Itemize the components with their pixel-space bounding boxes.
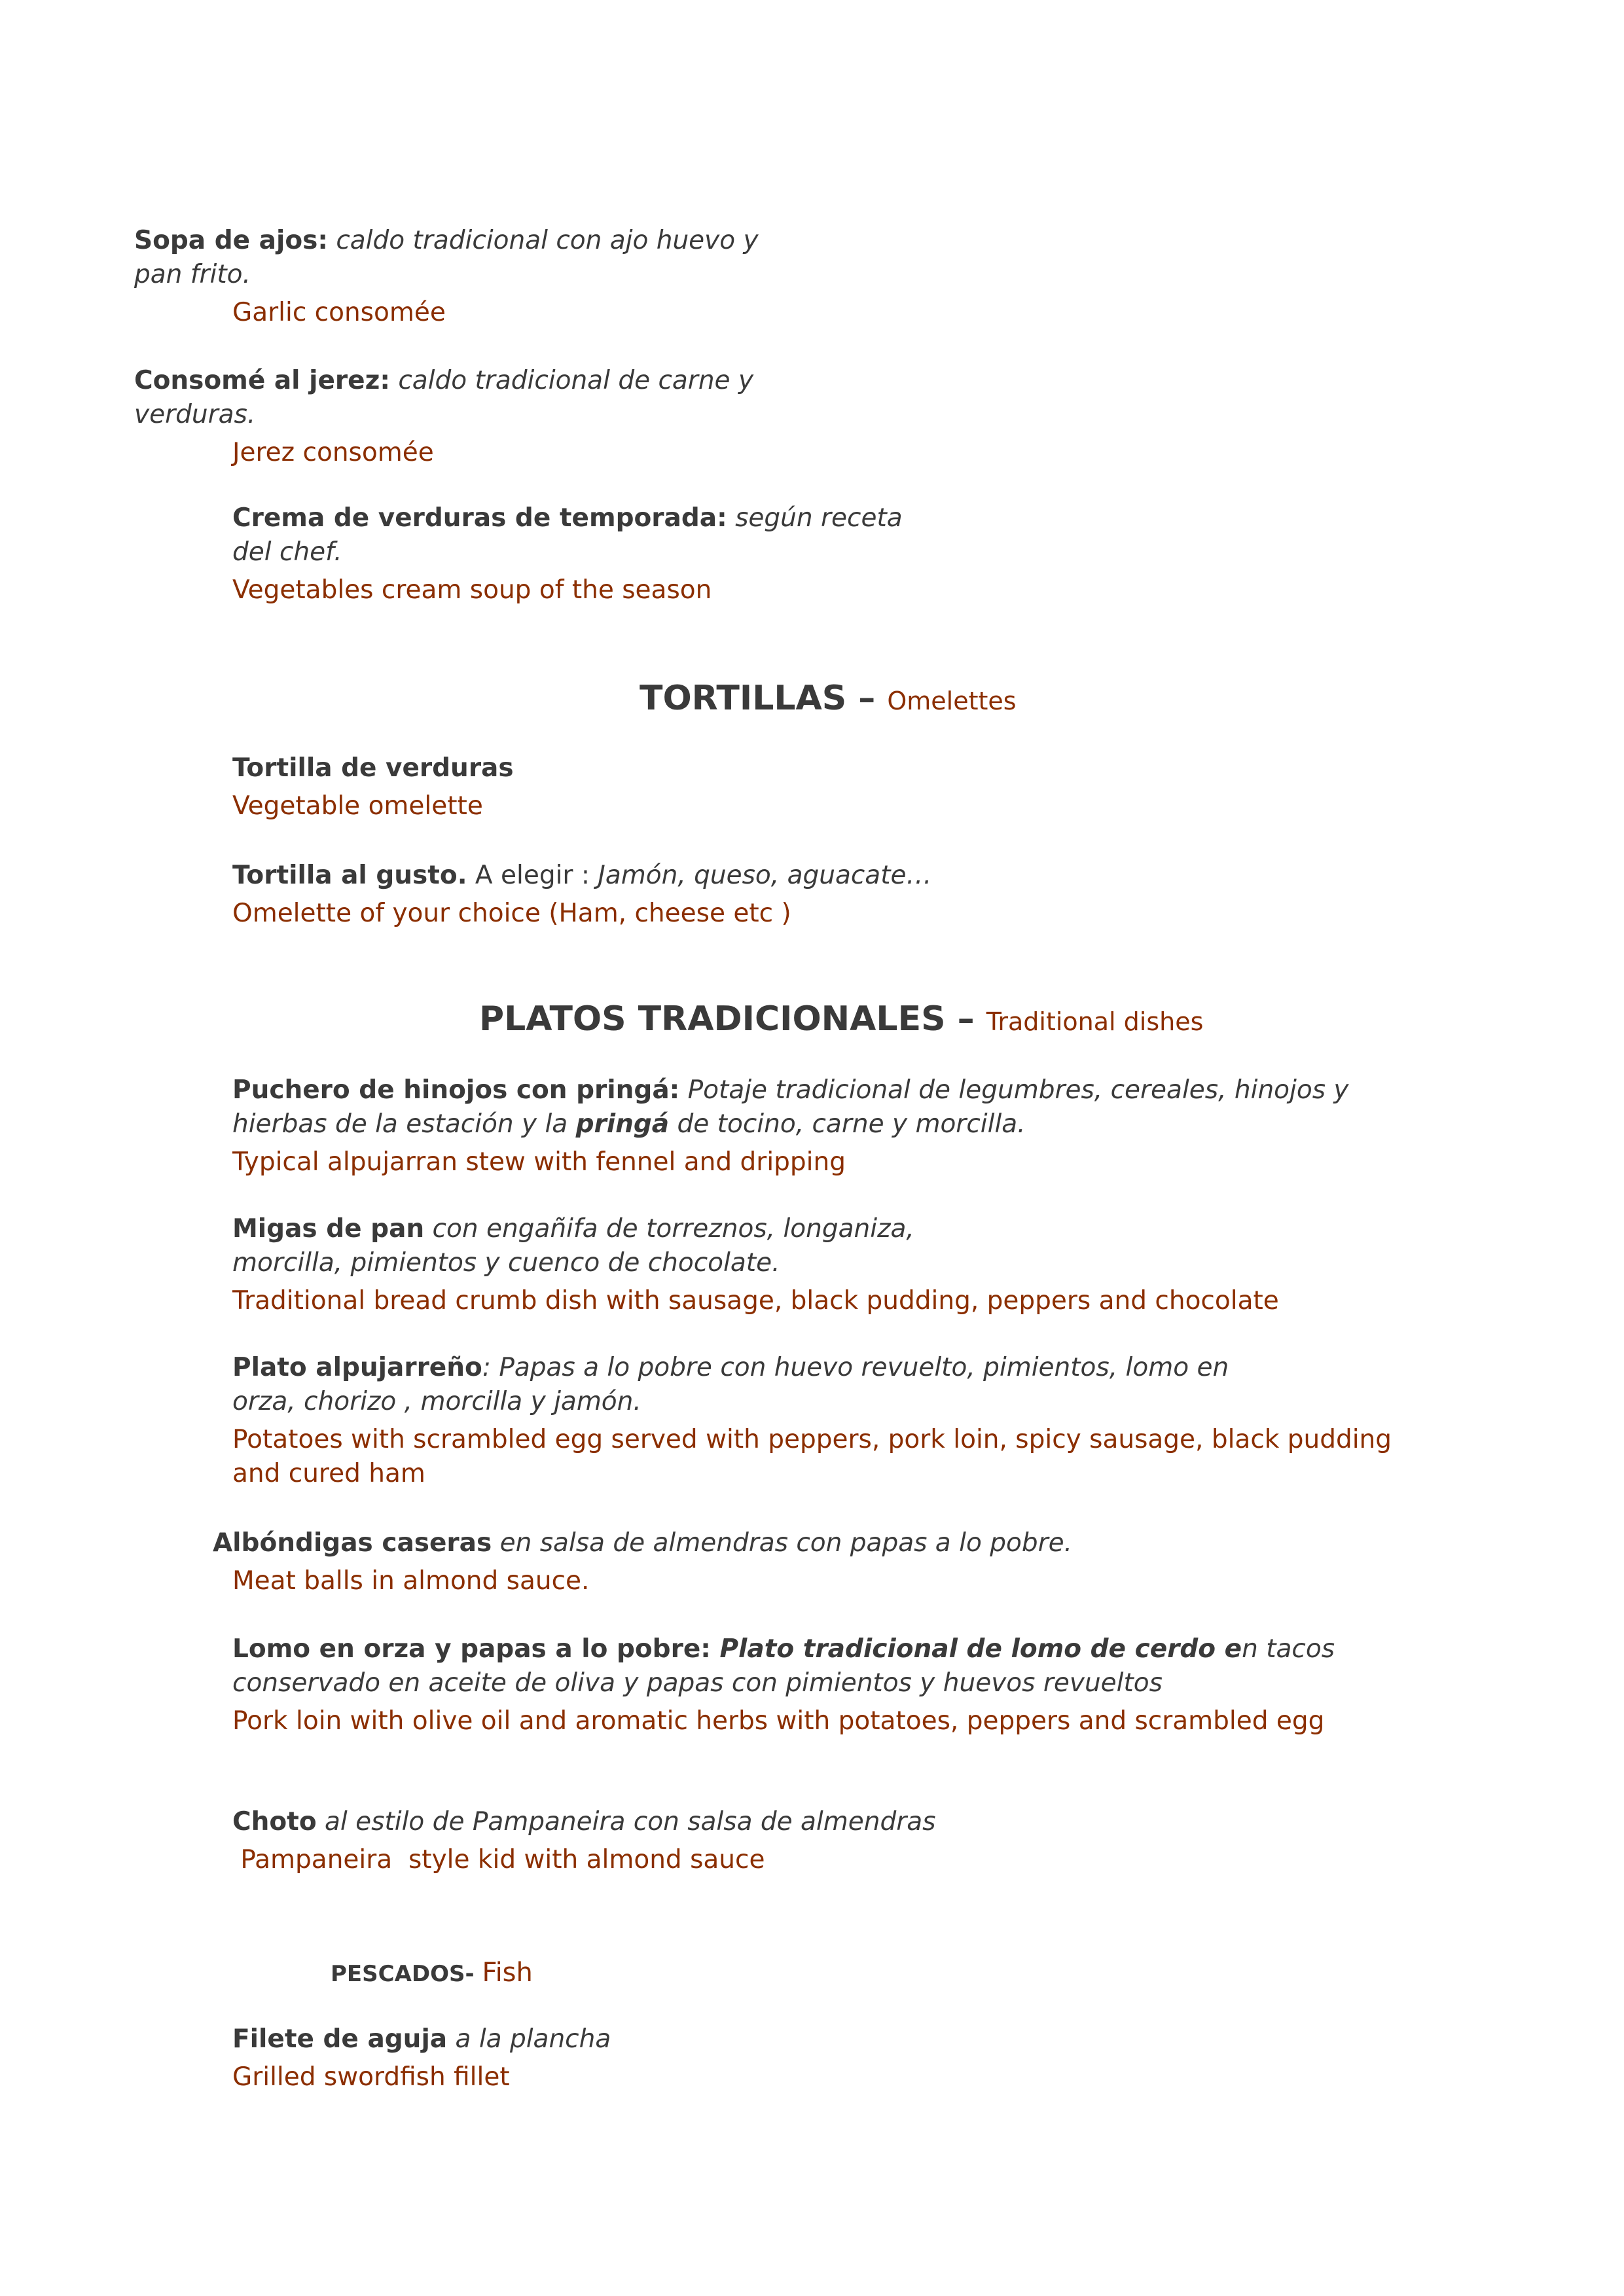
dish-name: Lomo en orza y papas a lo pobre:: [232, 1634, 711, 1664]
dish-description: : Papas a lo pobre con huevo revuelto, pimientos, lomo en: [482, 1353, 1229, 1382]
dish-english: Jerez consomée: [232, 438, 434, 467]
dish-name: Puchero de hinojos con pringá:: [232, 1075, 680, 1105]
dish-english: Omelette of your choice (Ham, cheese etc ): [232, 899, 791, 928]
dish-description: Potaje tradicional de legumbres, cereales, hinojos y: [679, 1075, 1349, 1105]
menu-item-lomo-en-orza: [232, 1632, 1335, 1738]
dish-english: Vegetables cream soup of the season: [232, 575, 712, 605]
dish-description: hierbas de la estación y la: [232, 1109, 576, 1139]
menu-item-choto: [232, 1805, 935, 1877]
section-heading-tortillas: [640, 675, 1017, 724]
dish-english: Meat balls in almond sauce.: [232, 1566, 590, 1596]
heading-english: Traditional dishes: [986, 1007, 1204, 1036]
dish-description: caldo tradicional con ajo huevo y: [327, 226, 759, 255]
dish-name: Consomé al jerez:: [134, 366, 390, 395]
menu-item-albondigas: [213, 1526, 1072, 1598]
dish-description: al estilo de Pampaneira con salsa de almendras: [316, 1807, 936, 1837]
heading-english: Fish: [482, 1958, 533, 1988]
dish-name: Filete de aguja: [232, 2024, 448, 2054]
menu-item-tortilla-al-gusto: [232, 859, 931, 931]
heading-english: Omelettes: [887, 687, 1017, 715]
dish-english: Potatoes with scrambled egg served with peppers, pork loin, spicy sausage, black pudding: [232, 1425, 1392, 1454]
dish-description: de tocino, carne y morcilla.: [669, 1109, 1026, 1139]
dish-name: Crema de verduras de temporada:: [232, 503, 727, 533]
dish-name: Choto: [232, 1807, 317, 1837]
dish-description-emphasis: Plato tradicional de lomo de cerdo e: [710, 1634, 1242, 1664]
menu-item-sopa-de-ajos: [134, 224, 759, 330]
dish-description: orza, chorizo , morcilla y jamón.: [232, 1387, 641, 1416]
dish-english: Pampaneira style kid with almond sauce: [232, 1845, 765, 1874]
dish-description: morcilla, pimientos y cuenco de chocolate.: [232, 1248, 780, 1278]
dish-description: Jamón, queso, aguacate…: [598, 861, 932, 890]
dish-english: Traditional bread crumb dish with sausage, black pudding, peppers and chocolate: [232, 1286, 1279, 1316]
dish-english: Pork loin with olive oil and aromatic herbs with potatoes, peppers and scrambled egg: [232, 1706, 1325, 1736]
menu-item-tortilla-de-verduras: [232, 751, 514, 823]
dish-english: Garlic consomée: [232, 298, 446, 327]
menu-item-filete-de-aguja: [232, 2022, 611, 2094]
dish-description: pan frito.: [134, 260, 251, 289]
section-heading-pescados: [331, 1956, 533, 1995]
dish-name: Migas de pan: [232, 1214, 425, 1244]
heading-text: TORTILLAS –: [640, 679, 888, 718]
menu-item-plato-alpujarreno: [232, 1351, 1392, 1491]
dish-description: en salsa de almendras con papas a lo pobre.: [492, 1528, 1072, 1558]
dish-description: con engañifa de torreznos, longaniza,: [424, 1214, 914, 1244]
dish-english: Grilled swordfish fillet: [232, 2062, 510, 2092]
dish-description: según receta: [727, 503, 903, 533]
dish-english: Vegetable omelette: [232, 791, 483, 821]
dish-name: Albóndigas caseras: [213, 1528, 492, 1558]
dish-description: verduras.: [134, 400, 256, 429]
dish-english: Typical alpujarran stew with fennel and dripping: [232, 1147, 846, 1177]
dish-description: a la plancha: [447, 2024, 611, 2054]
dish-name: Tortilla al gusto.: [232, 861, 467, 890]
heading-text: PLATOS TRADICIONALES –: [479, 999, 986, 1039]
dish-description: n tacos: [1242, 1634, 1335, 1664]
dish-english: and cured ham: [232, 1459, 425, 1488]
section-heading-platos-tradicionales: [479, 996, 1203, 1045]
dish-description: conservado en aceite de oliva y papas con pimientos y huevos revueltos: [232, 1668, 1163, 1698]
menu-item-consome-al-jerez: [134, 364, 753, 470]
dish-description: del chef.: [232, 537, 342, 567]
heading-text: PESCADOS-: [331, 1961, 482, 1987]
menu-item-puchero-de-hinojos: [232, 1073, 1349, 1179]
dish-choice-label: A elegir :: [467, 861, 598, 890]
dish-name: Tortilla de verduras: [232, 753, 514, 783]
dish-description-emphasis: pringá: [575, 1109, 670, 1139]
dish-name: Sopa de ajos:: [134, 226, 328, 255]
dish-description: caldo tradicional de carne y: [389, 366, 754, 395]
menu-item-crema-de-verduras: [232, 501, 903, 607]
dish-name: Plato alpujarreño: [232, 1353, 482, 1382]
menu-item-migas-de-pan: [232, 1212, 1279, 1318]
